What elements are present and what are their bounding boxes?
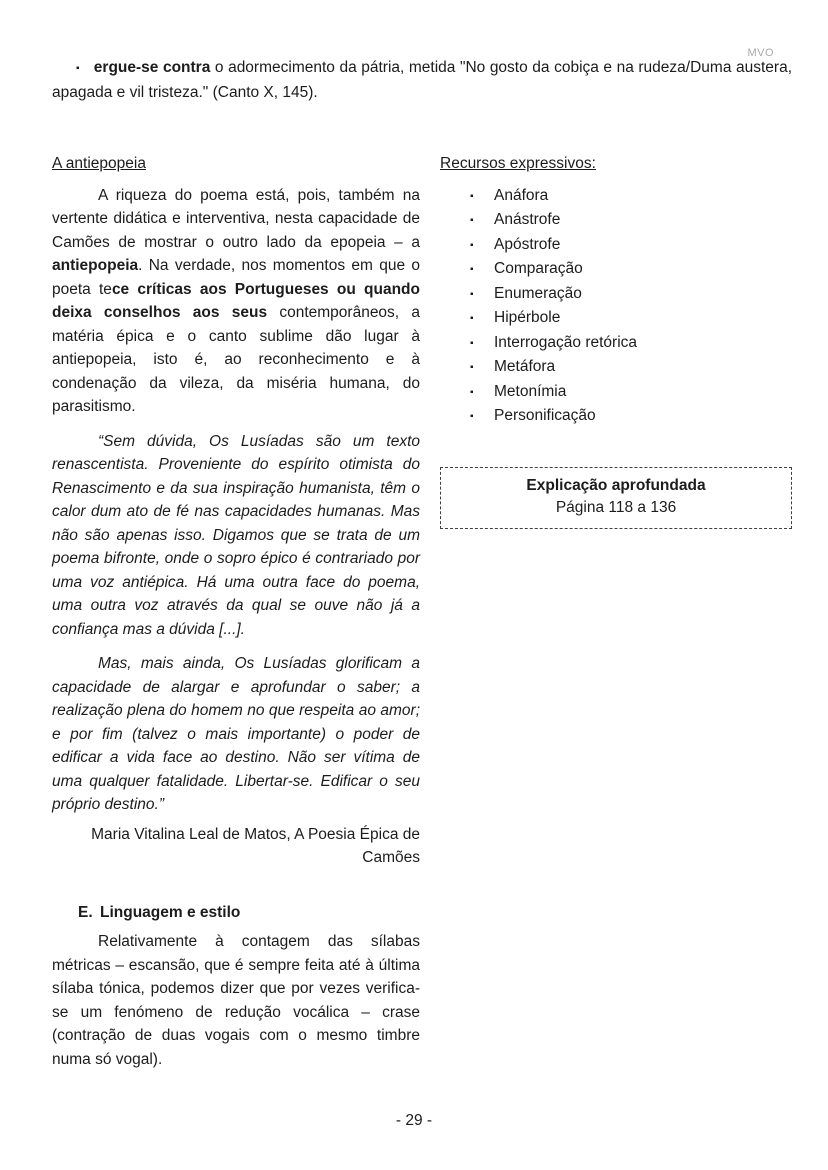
section-title: Linguagem e estilo (100, 903, 241, 921)
section-label: E. (78, 903, 93, 921)
square-bullet-icon: ▪ (470, 215, 474, 226)
watermark: MVO (747, 47, 774, 59)
paragraph-bold-text: ce críticas aos Portugueses ou quando deixa conselhos aos seus (52, 280, 420, 321)
list-item-label: Interrogação retórica (494, 333, 638, 351)
list-item (470, 282, 792, 307)
paragraph-linguagem-e-estilo: Relativamente à contagem das sílabas métricas – escansão, que é sempre feita até à última sílaba tónica, podemos dizer que por vezes verifica-se um fenómeno de redução vocálica – crase (contração de duas vogais com o mesmo timbre numa só vogal). (52, 933, 420, 1068)
list-item-label: Apóstrofe (494, 235, 561, 253)
page-content (52, 56, 792, 1082)
list-item-label: Anáfora (494, 186, 549, 204)
top-bullet-bold-text: ergue-se contra (93, 59, 211, 76)
list-item (470, 257, 792, 282)
top-bullet-paragraph (52, 56, 792, 104)
quote-attribution: Maria Vitalina Leal de Matos, A Poesia Épica de Camões (91, 825, 420, 866)
list-item (470, 404, 792, 429)
list-item (470, 233, 792, 258)
square-bullet-icon: ▪ (76, 63, 80, 74)
square-bullet-icon: ▪ (470, 190, 474, 202)
list-item-label: Personificação (494, 407, 596, 424)
left-column (52, 152, 420, 1082)
square-bullet-icon: ▪ (470, 362, 474, 373)
paragraph-bold-text: antiepopeia (52, 257, 139, 274)
paragraph-text: contemporâneos, a matéria épica e o canto sublime dão lugar à antiepopeia, isto é, ao reconhecimento e à condenação da vileza, da miséria humana, do parasitismo. (52, 304, 420, 415)
list-item-label: Enumeração (494, 284, 582, 302)
quote-paragraph-1: “Sem dúvida, Os Lusíadas são um texto renascentista. Proveniente do espírito otimista do Renascimento e da sua inspiração humanista, têm o calor dum ato de fé nas capacidades humanas. Mas não são apenas isso. Digamos que se trata de um poema bifronte, onde o sopro épico é contrariado por uma voz antiépica. Há uma outra face do poema, uma outra voz através da qual se ouve não já a confiança mas a dúvida [...]. (52, 432, 420, 638)
list-item (470, 306, 792, 331)
top-bullet-text: o adormecimento da pátria, metida "No gosto da cobiça e na rudeza/Duma austera, apagada e vil tristeza." (Canto X, 145). (52, 59, 793, 101)
square-bullet-icon: ▪ (470, 239, 474, 251)
square-bullet-icon: ▪ (470, 288, 474, 300)
list-item-label: Hipérbole (494, 309, 561, 326)
square-bullet-icon: ▪ (470, 264, 474, 275)
list-item (470, 208, 792, 233)
paragraph-text: . Na verdade, nos momentos em que o poeta te (52, 257, 420, 298)
list-item (470, 380, 792, 405)
recursos-list (440, 184, 792, 429)
section-heading-linguagem-e-estilo (52, 901, 420, 925)
square-bullet-icon: ▪ (470, 386, 474, 398)
square-bullet-icon: ▪ (470, 313, 474, 324)
list-item (470, 355, 792, 380)
two-column-area (52, 152, 792, 1082)
explanation-box-subtitle: Página 118 a 136 (555, 498, 677, 516)
square-bullet-icon: ▪ (470, 411, 474, 422)
right-column (440, 152, 792, 1082)
list-item-label: Comparação (494, 260, 583, 277)
list-item-label: Metáfora (494, 358, 556, 375)
explanation-box (440, 467, 792, 529)
list-item-label: Anástrofe (494, 211, 561, 228)
quote-paragraph-2: Mas, mais ainda, Os Lusíadas glorificam a capacidade de alargar e aprofundar o saber; a realização plena do homem no que respeita ao amor; e por fim (talvez o mais importante) o poder de edificar a vida face ao destino. Não ser vítima de uma qualquer fatalidade. Libertar-se. Edificar o seu próprio destino.” (52, 655, 420, 813)
explanation-box-title: Explicação aprofundada (526, 476, 706, 494)
heading-antiepopeia: A antiepopeia (52, 155, 146, 172)
paragraph-antiepopeia (52, 184, 420, 419)
list-item-label: Metonímia (494, 382, 567, 400)
paragraph-text: A riqueza do poema está, pois, também na vertente didática e interventiva, nesta capacidade de Camões de mostrar o outro lado da epopeia – a (52, 186, 420, 251)
heading-recursos-expressivos: Recursos expressivos: (440, 155, 596, 172)
list-item (470, 331, 792, 356)
list-item (470, 184, 792, 209)
square-bullet-icon: ▪ (470, 337, 474, 349)
page-number: - 29 - (395, 1112, 433, 1129)
